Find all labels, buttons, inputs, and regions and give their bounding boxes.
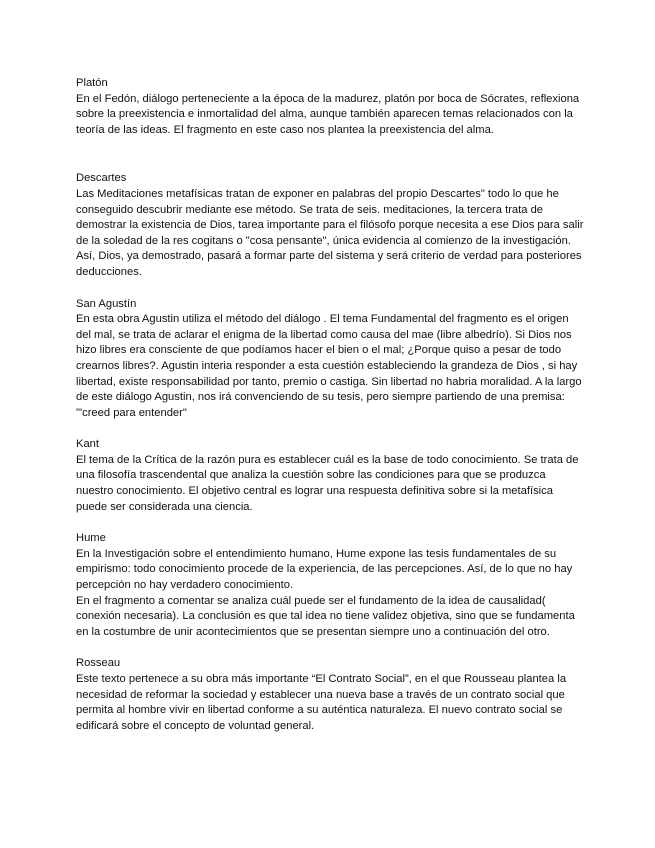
section-heading: Rosseau [76,657,121,670]
section-heading: Platón [76,77,108,89]
spacer [76,515,584,531]
section-paragraph: En el Fedón, diálogo perteneciente a la época de la madurez, platón por boca de Sócrates, reflexiona sobre la preexistencia e inmortalidad del alma, aunque también aparecen temas relacionados con la teoría de las ideas. El fragmento en este caso nos plantea la preexistencia del alma. [76,92,580,136]
section-heading: San Agustín [76,297,137,310]
section-paragraph: Este texto pertenece a su obra más importante “El Contrato Social”, en el que Rousseau plantea la necesidad de reformar la sociedad y establecer una nueva base a través de un contrato social que permita al hombre vivir en libertad conforme a su auténtica naturaleza. El nuevo contrato social se edificará sobre el concepto de voluntad general. [76,673,567,732]
section-paragraph: En la Investigación sobre el entendimiento humano, Hume expone las tesis fundamentales de su empirismo: todo conocimiento procede de la experiencia, de las percepciones. Así, de lo que no hay percepción no hay verdadero conocimiento. [76,547,573,592]
section-paragraph: En esta obra Agustin utiliza el método del diálogo . El tema Fundamental del fragmento es el origen del mal, se trata de aclarar el enigma de la libertad como causa del mae (libre albedrío). Si Dios nos hizo libres era consciente de que podíamos hacer el bien o el mal; ¿Porque quiso a pesar de todo crearnos libres?. Agustin interia responder a esta cuestión estableciendo la grandeza de Dios , si hay libertad, existe responsabilidad por tanto, premio o castiga. Sin libertad no habria moralidad. A la largo de este diálogo Agustin, nos irá convenciendo de su tesis, pero siempre partiendo de una premisa: "'creed para entender" [76,313,582,419]
section-heading: Hume [76,532,106,545]
section-rosseau [76,656,584,734]
section-paragraph: En el fragmento a comentar se analiza cuál puede ser el fundamento de la idea de causalidad( conexión necesaria). La conclusión es que tal idea no tiene validez objetiva, sino que se fundamenta en la costumbre de unir acontecimientos que se presentan siempre uno a continuación del otro. [76,594,575,638]
spacer [76,640,584,656]
spacer [76,421,584,437]
section-san-agustin [76,297,584,422]
document-page [76,76,584,734]
section-descartes [76,171,584,280]
spacer [76,138,584,171]
section-hume [76,531,584,640]
section-platon [76,76,584,138]
section-heading: Kant [76,438,100,451]
section-heading: Descartes [76,172,127,185]
spacer [76,281,584,297]
section-paragraph: Las Meditaciones metafísicas tratan de exponer en palabras del propio Descartes" todo lo que he conseguido descubrir mediante ese método. Se trata de seis. meditaciones, la tercera trata de demostrar la existencia de Dios, tarea importante para el filósofo porque necesita a ese Dios para salir de la soledad de la res cogitans o "cosa pensante", única evidencia al comienzo de la investigación. Así, Dios, ya demostrado, pasará a formar parte del sistema y será criterio de verdad para posteriores deducciones. [76,187,584,278]
section-kant [76,437,584,515]
section-paragraph: El tema de la Crítica de la razón pura es establecer cuál es la base de todo conocimiento. Se trata de una filosofía trascendental que analiza la cuestión sobre las condiciones para que se produzca nuestro conocimiento. El objetivo central es lograr una respuesta definitiva sobre si la metafísica puede ser considerada una ciencia. [76,453,579,513]
